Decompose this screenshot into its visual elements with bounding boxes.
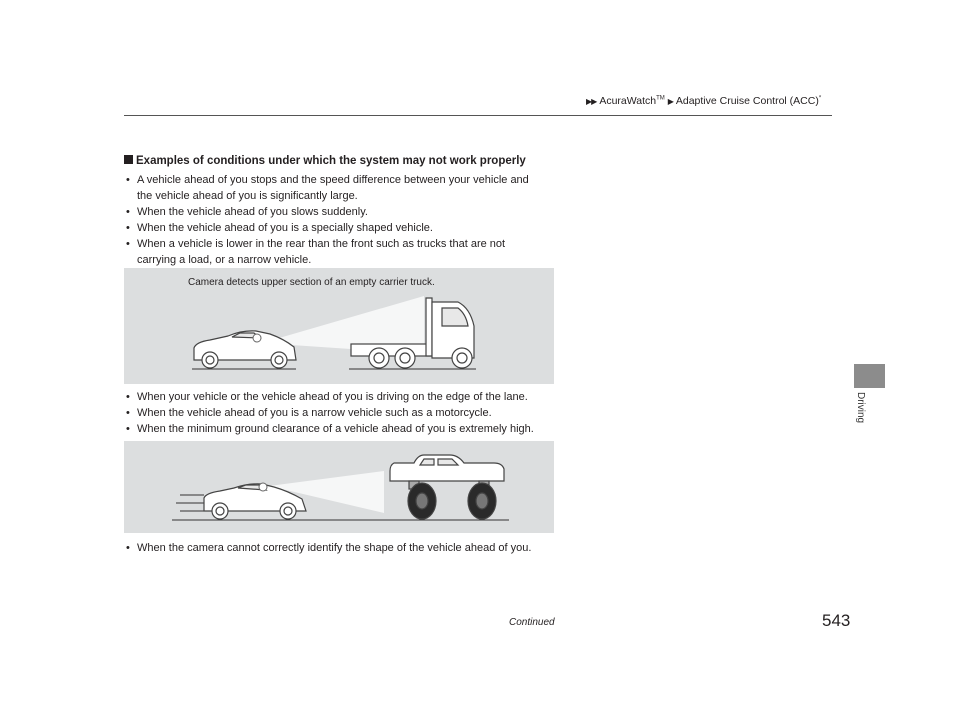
monster-truck-icon: [390, 455, 504, 519]
list-item-text: carrying a load, or a narrow vehicle.: [137, 254, 312, 266]
list-item-text: When a vehicle is lower in the rear than the front such as trucks that are not: [137, 238, 506, 250]
page-number: 543: [822, 611, 851, 630]
list-item-text: When the vehicle ahead of you is a narrow vehicle such as a motorcycle.: [137, 407, 492, 419]
condition-list-1: [126, 172, 566, 268]
breadcrumb-arrow-icon: ▶▶: [586, 97, 597, 106]
chapter-label: Driving: [855, 392, 866, 424]
list-item: [126, 389, 566, 405]
camera-icon: [259, 483, 267, 491]
list-item: [126, 236, 566, 252]
figure-high-clearance-vehicle: [124, 441, 554, 533]
breadcrumb-arrow-icon: ▶: [667, 97, 673, 106]
motion-lines: [176, 495, 204, 511]
camera-icon: [253, 334, 261, 342]
list-item-text: When the camera cannot correctly identify the shape of the vehicle ahead of you.: [137, 542, 532, 554]
trademark-mark: TM: [656, 95, 665, 102]
square-bullet-icon: [124, 155, 133, 164]
illustration-car-and-monster-truck: [124, 441, 554, 533]
list-item-text: When your vehicle or the vehicle ahead of you is driving on the edge of the lane.: [137, 391, 528, 403]
chapter-tab[interactable]: [854, 364, 885, 388]
list-item: [126, 204, 566, 220]
header-rule: [124, 115, 832, 116]
list-item-text: A vehicle ahead of you stops and the speed difference between your vehicle and: [137, 174, 529, 186]
list-item: [126, 220, 566, 236]
list-item-continuation: [126, 188, 566, 204]
list-item: [126, 172, 566, 188]
list-item-continuation: [126, 252, 566, 268]
list-item: [126, 405, 566, 421]
condition-list-3: [126, 540, 566, 556]
list-item-text: When the vehicle ahead of you slows suddenly.: [137, 206, 368, 218]
list-item-text: When the vehicle ahead of you is a specially shaped vehicle.: [137, 222, 433, 234]
breadcrumb: [586, 95, 821, 107]
figure-empty-carrier-truck: [124, 268, 554, 384]
option-marker: *: [818, 95, 822, 102]
list-item: [126, 540, 566, 556]
list-item-text: the vehicle ahead of you is significantly large.: [137, 190, 358, 202]
continued-note: Continued: [509, 617, 555, 628]
figure-caption: Camera detects upper section of an empty carrier truck.: [188, 277, 435, 288]
list-item-text: When the minimum ground clearance of a vehicle ahead of you is extremely high.: [137, 423, 534, 435]
section-title-text: Examples of conditions under which the system may not work properly: [136, 155, 526, 167]
section-title: [124, 155, 526, 167]
list-item: [126, 421, 566, 437]
car-icon: [194, 331, 296, 368]
breadcrumb-item-acurawatch[interactable]: AcuraWatch: [599, 95, 657, 107]
condition-list-2: [126, 389, 566, 437]
breadcrumb-item-acc[interactable]: Adaptive Cruise Control (ACC): [675, 95, 819, 107]
